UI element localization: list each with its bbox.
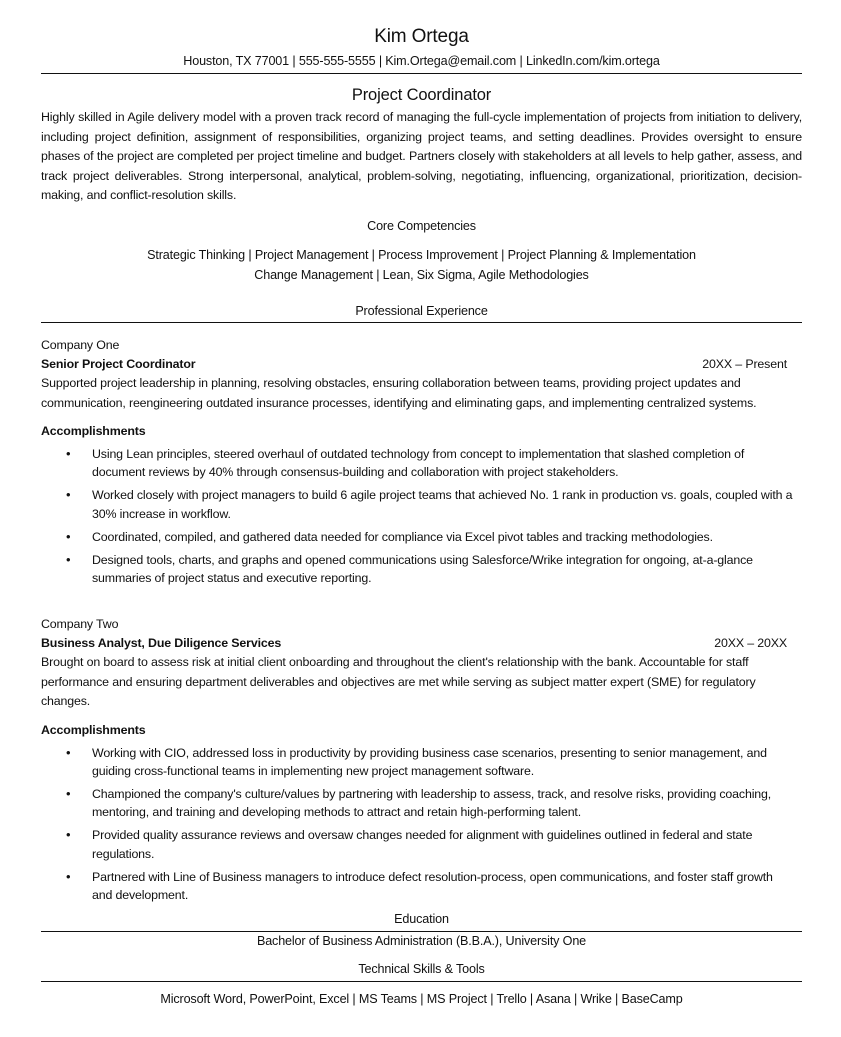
role-row (41, 355, 802, 374)
role-row (41, 634, 802, 653)
list-item (41, 486, 802, 523)
accomplishments-heading: Accomplishments (41, 722, 146, 737)
list-item (41, 744, 802, 781)
list-item (41, 785, 802, 822)
education-divider (41, 931, 802, 932)
skills-heading: Technical Skills & Tools (358, 962, 485, 976)
accomplishments-list (41, 445, 802, 588)
education-heading: Education (394, 912, 449, 926)
accomplishments-heading: Accomplishments (41, 424, 146, 438)
competencies-heading: Core Competencies (367, 219, 476, 233)
experience-divider (41, 322, 802, 323)
skills-divider (41, 981, 802, 982)
profile-summary: Highly skilled in Agile delivery model with a proven track record of managing the full-cycle implementation of projects from initiation to delivery, including project definition, assignment of responsibilities, organizing project teams, and setting deadlines. Provides oversight to ensure phases of the project are completed per project timeline and budget. Partners closely with stakeholders at all levels to help gather, assess, and track project deliverables. Strong interpersonal, analytical, problem-solving, negotiating, influencing, organizational, prioritization, decision-making, and conflict-resolution skills. (41, 110, 802, 203)
accomplishment-text: Working with CIO, addressed loss in productivity by providing business case scenarios, presenting to senior management, and guiding cross-functional teams in implementing new project management software. (92, 745, 767, 778)
skills-list: Microsoft Word, PowerPoint, Excel | MS Teams | MS Project | Trello | Asana | Wrike | BaseCamp (160, 992, 683, 1006)
list-item (41, 551, 802, 588)
competencies-line-1: Strategic Thinking | Project Management | Process Improvement | Project Planning & Implementation (147, 248, 696, 262)
job-dates: 20XX – 20XX (714, 636, 787, 650)
header-divider (41, 73, 802, 74)
accomplishment-text: Worked closely with project managers to build 6 agile project teams that achieved No. 1 rank in production vs. goals, coupled with a 30% increase in workflow. (92, 488, 793, 521)
candidate-name: Kim Ortega (374, 26, 469, 47)
accomplishment-text: Partnered with Line of Business managers to introduce defect resolution-process, open communications, and foster staff growth and development. (92, 869, 773, 903)
bullet-icon: • (66, 868, 71, 884)
accomplishment-text: Using Lean principles, steered overhaul of outdated technology from concept to implementation that slashed completion of document reviews by 40% through consensus-building and collaboration with project stakeholders. (92, 447, 745, 480)
list-item (41, 868, 802, 905)
bullet-icon: • (66, 785, 71, 801)
accomplishment-text: Championed the company's culture/values by partnering with leadership to assess, track, and resolve risks, providing coaching, mentoring, and training and developing methods to attract and retain high-performing talent. (92, 786, 772, 820)
list-item (41, 826, 802, 863)
accomplishment-text: Designed tools, charts, and graphs and opened communications using Salesforce/Wrike integration for ongoing, at-a-glance summaries of project status and executive reporting. (92, 552, 753, 586)
experience-heading: Professional Experience (355, 304, 488, 318)
contact-line: Houston, TX 77001 | 555-555-5555 | Kim.Ortega@email.com | LinkedIn.com/kim.ortega (183, 54, 660, 68)
job-dates: 20XX – Present (702, 357, 787, 371)
education-degree: Bachelor of Business Administration (B.B.A.), University One (256, 934, 587, 948)
company-name: Company Two (41, 617, 119, 631)
accomplishments-list (41, 744, 802, 905)
bullet-icon: • (66, 827, 71, 843)
profile-title: Project Coordinator (351, 86, 492, 104)
job-entry-1 (41, 336, 802, 592)
list-item (41, 445, 802, 482)
list-item (41, 528, 802, 546)
job-description: Supported project leadership in planning, resolving obstacles, ensuring collaboration between teams, providing project updates and communication, reengineering outdated insurance processes, identifying and eliminating gaps, and implementing centralized systems. (41, 376, 757, 410)
job-title: Senior Project Coordinator (41, 357, 196, 371)
bullet-icon: • (66, 487, 71, 503)
job-title: Business Analyst, Due Diligence Services (41, 636, 282, 650)
competencies-line-2: Change Management | Lean, Six Sigma, Agile Methodologies (254, 268, 589, 282)
company-name: Company One (41, 338, 120, 352)
bullet-icon: • (66, 446, 71, 461)
bullet-icon: • (66, 551, 71, 567)
job-description: Brought on board to assess risk at initial client onboarding and throughout the client's relationship with the bank. Accountable for staff performance and ensuring department deliverables and objectives are met while serving as subject matter expert (SME) for regulatory changes. (41, 655, 756, 708)
accomplishment-text: Coordinated, compiled, and gathered data needed for compliance via Excel pivot tables and tracking methodologies. (92, 529, 713, 544)
bullet-icon: • (66, 744, 71, 760)
bullet-icon: • (66, 528, 71, 544)
accomplishment-text: Provided quality assurance reviews and oversaw changes needed for alignment with guidelines outlined in federal and state regulations. (92, 828, 753, 861)
job-entry-2 (41, 615, 802, 909)
